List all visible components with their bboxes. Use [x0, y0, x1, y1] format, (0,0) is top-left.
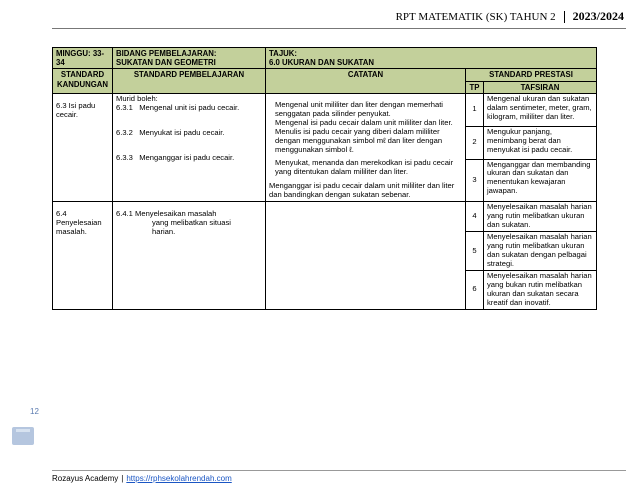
tp-level-2: 2 — [466, 126, 484, 159]
bidang-value: SUKATAN DAN GEOMETRI — [116, 58, 216, 68]
catatan-cell-1 — [266, 93, 466, 202]
murid-boleh: Murid boleh: — [116, 93, 158, 103]
sp-cell-1 — [113, 93, 266, 202]
bidang-cell — [113, 48, 266, 69]
tafsiran-2: Mengukur panjang, menimbang berat dan menyukat isi padu cecair. — [484, 126, 597, 159]
tafsiran-6: Menyelesaikan masalah harian yang bukan rutin melibatkan ukuran dan sukatan secara kreatif dan inovatif. — [484, 270, 597, 309]
tp-level-1: 1 — [466, 93, 484, 126]
sp-cell-2 — [113, 202, 266, 309]
page-tab-icon — [12, 427, 34, 445]
sp-item-1: 6.3.1 Mengenal unit isi padu cecair. — [116, 102, 240, 112]
table-header-row-1 — [53, 48, 597, 69]
table-header-row-2 — [53, 69, 597, 81]
footer-separator: | — [121, 474, 124, 483]
col-tafsiran: TAFSIRAN — [484, 81, 597, 93]
col-standard-pembelajaran: STANDARD PEMBELAJARAN — [113, 69, 266, 93]
page-number: 12 — [30, 407, 39, 416]
catatan-cell-2 — [266, 202, 466, 309]
col-catatan: CATATAN — [266, 69, 466, 93]
document-year: 2023/2024 — [572, 9, 624, 23]
catatan-3: Menyukat, menanda dan merekodkan isi padu cecair yang ditentukan dalam mililiter dan liter. — [275, 158, 454, 177]
tajuk-label: TAJUK: — [269, 49, 298, 58]
tafsiran-3: Menganggar dan membanding ukuran dan sukatan dan menentukan kewajaran jawapan. — [484, 159, 597, 202]
bidang-label: BIDANG PEMBELAJARAN: — [116, 49, 217, 58]
page-header — [396, 9, 624, 24]
sp-item-3: 6.3.3 Menganggar isi padu cecair. — [116, 152, 235, 162]
catatan-1: Mengenal unit mililiter dan liter dengan memerhati senggatan pada silinder penyukat. — [275, 99, 443, 118]
table-row — [53, 202, 597, 232]
tafsiran-5: Menyelesaikan masalah harian yang rutin melibatkan ukuran dan sukatan dengan pelbagai strategi. — [484, 232, 597, 271]
tafsiran-4: Menyelesaikan masalah harian yang rutin melibatkan ukuran dan sukatan. — [484, 202, 597, 232]
tajuk-value: 6.0 UKURAN DAN SUKATAN — [269, 58, 374, 68]
tp-level-5: 5 — [466, 232, 484, 271]
footer-divider — [52, 470, 626, 471]
sp-item-4: 6.4.1 Menyelesaikan masalah — [116, 209, 217, 219]
page-footer — [52, 474, 232, 483]
catatan-2: Mengenal isi padu cecair dalam unit mililiter dan liter. Menulis isi padu cecair yang diberi dalam mililiter dengan menggunakan simbol mℓ dan liter dengan menggunakan simbol ℓ. — [275, 117, 453, 154]
sk-cell-2: 6.4 Penyelesaian masalah. — [53, 202, 113, 309]
sp-item-2: 6.3.2 Menyukat isi padu cecair. — [116, 127, 225, 137]
col-standard-prestasi: STANDARD PRESTASI — [466, 69, 597, 81]
sp-item-4-line2: yang melibatkan situasi — [152, 218, 231, 228]
sp-item-4-line3: harian. — [152, 227, 176, 237]
col-standard-kandungan: STANDARD KANDUNGAN — [53, 69, 113, 93]
document-title: RPT MATEMATIK (SK) TAHUN 2 — [396, 11, 565, 23]
header-divider — [52, 28, 626, 29]
tp-level-6: 6 — [466, 270, 484, 309]
sk-cell-1: 6.3 Isi padu cecair. — [53, 93, 113, 202]
tafsiran-1: Mengenal ukuran dan sukatan dalam sentimeter, meter, gram, kilogram, mililiter dan liter. — [484, 93, 597, 126]
week-cell: MINGGU: 33-34 — [53, 48, 113, 69]
tp-level-3: 3 — [466, 159, 484, 202]
tajuk-cell — [266, 48, 597, 69]
tp-level-4: 4 — [466, 202, 484, 232]
rpt-table — [52, 47, 597, 310]
footer-link[interactable]: https://rphsekolahrendah.com — [126, 474, 232, 483]
table-row — [53, 93, 597, 126]
footer-name: Rozayus Academy — [52, 474, 119, 483]
catatan-4: Menganggar isi padu cecair dalam unit mililiter dan liter dan bandingkan dengan sukatan sebenar. — [269, 181, 455, 200]
col-tp: TP — [466, 81, 484, 93]
